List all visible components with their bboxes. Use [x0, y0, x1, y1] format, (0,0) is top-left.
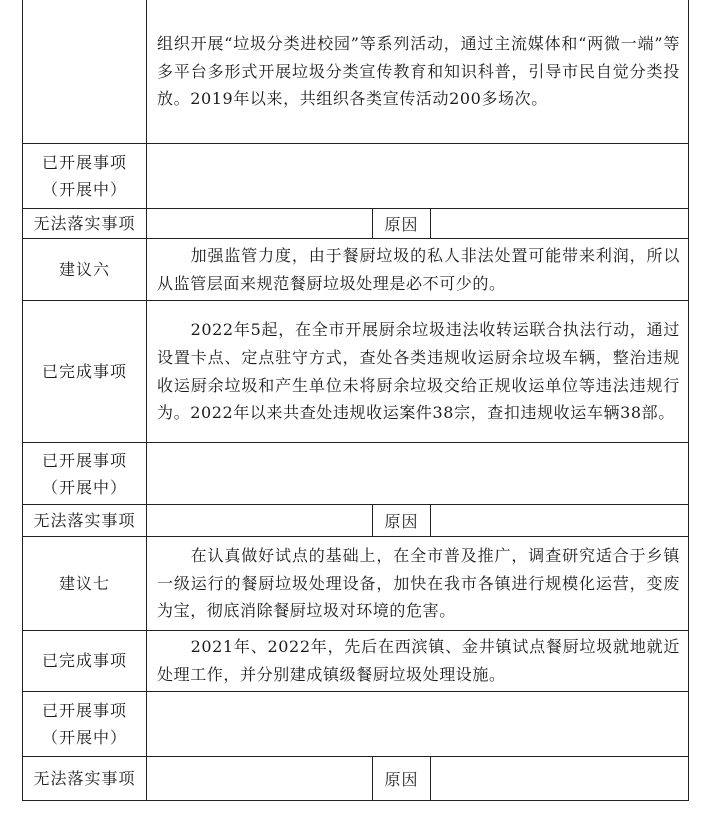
in-progress-content — [147, 443, 689, 505]
table-row — [23, 691, 689, 756]
reason-content — [431, 505, 689, 537]
table-row — [23, 505, 689, 537]
table-row — [23, 631, 689, 692]
suggestion-six-label: 建议六 — [23, 239, 147, 301]
progress-table-page — [22, 0, 688, 801]
table-row — [23, 144, 689, 209]
in-progress-label-line2: （开展中） — [41, 477, 127, 497]
label-cell-empty — [23, 0, 147, 144]
unable-content — [147, 505, 373, 537]
in-progress-label — [23, 691, 147, 756]
suggestion-seven-label: 建议七 — [23, 537, 147, 631]
in-progress-label-line1: 已开展事项 — [41, 700, 127, 720]
table-row — [23, 537, 689, 631]
table-row — [23, 0, 689, 144]
completed-label: 已完成事项 — [23, 301, 147, 443]
reason-content — [431, 209, 689, 239]
table-row — [23, 209, 689, 239]
completed-six-text: 2022年5起，在全市开展厨余垃圾违法收转运联合执法行动，通过设置卡点、定点驻守方式，查处各类违规收运厨余垃圾车辆，整治违规收运厨余垃圾和产生单位未将厨余垃圾交给正规收运单位等违法违规行为。2022年以来共查处违规收运案件38宗，查扣违规收运车辆38部。 — [147, 301, 689, 443]
in-progress-label-line2: （开展中） — [41, 180, 127, 199]
reason-label: 原因 — [373, 209, 431, 239]
unable-label: 无法落实事项 — [23, 209, 147, 239]
table-row — [23, 301, 689, 443]
reason-content — [431, 756, 689, 800]
in-progress-label-line1: 已开展事项 — [41, 450, 127, 470]
unable-label: 无法落实事项 — [23, 756, 147, 800]
reason-label: 原因 — [373, 505, 431, 537]
suggestion-six-text: 加强监管力度，由于餐厨垃圾的私人非法处置可能带来利润，所以从监管层面来规范餐厨垃圾处理是必不可少的。 — [147, 239, 689, 301]
unable-content — [147, 756, 373, 800]
continuation-text: 组织开展“垃圾分类进校园”等系列活动，通过主流媒体和“两微一端”等多平台多形式开展垃圾分类宣传教育和知识科普，引导市民自觉分类投放。2019年以来，共组织各类宣传活动200多场次。 — [147, 0, 689, 144]
table-row — [23, 443, 689, 505]
unable-label: 无法落实事项 — [23, 505, 147, 537]
reason-label: 原因 — [373, 756, 431, 800]
completed-seven-text: 2021年、2022年，先后在西滨镇、金井镇试点餐厨垃圾就地就近处理工作，并分别建成镇级餐厨垃圾处理设施。 — [147, 631, 689, 692]
in-progress-label — [23, 443, 147, 505]
table-row — [23, 756, 689, 800]
suggestion-progress-table — [22, 0, 689, 801]
suggestion-seven-text: 在认真做好试点的基础上，在全市普及推广，调查研究适合于乡镇一级运行的餐厨垃圾处理设备，加快在我市各镇进行规模化运营，变废为宝，彻底消除餐厨垃圾对环境的危害。 — [147, 537, 689, 631]
table-row — [23, 239, 689, 301]
in-progress-content — [147, 691, 689, 756]
in-progress-label — [23, 144, 147, 209]
in-progress-content — [147, 144, 689, 209]
unable-content — [147, 209, 373, 239]
completed-label: 已完成事项 — [23, 631, 147, 692]
in-progress-label-line2: （开展中） — [41, 727, 127, 747]
in-progress-label-line1: 已开展事项 — [41, 153, 127, 172]
